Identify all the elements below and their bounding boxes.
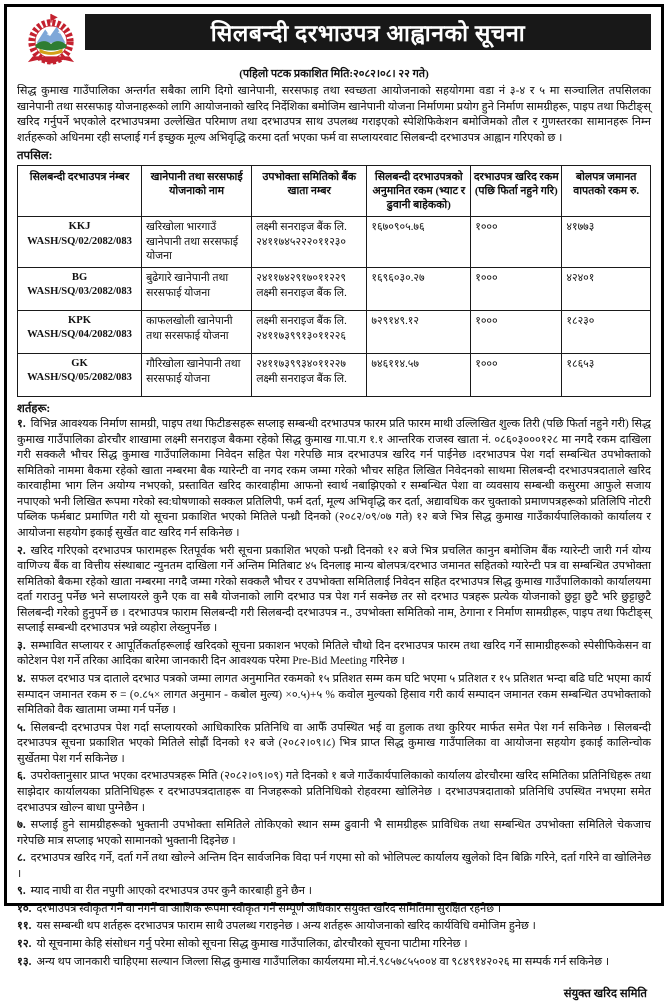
condition-number: ८. (17, 852, 26, 865)
cell-estimated-amount: १६७०९०५.७६ (367, 217, 471, 268)
conditions-label: शर्तहरू: (17, 403, 51, 416)
nepal-emblem-icon (20, 13, 82, 65)
cell-bid-security: १८६५३ (562, 354, 651, 397)
condition-number: ४. (17, 673, 26, 686)
tapasil-label: तपसिल: (17, 150, 53, 163)
condition-text: अन्य थप जानकारी चाहिएमा सल्यान जिल्ला सिद्ध कुमाख गाउँपालिका कार्यलयमा मो.नं.९८५७८५५००४ वा ९८४९१४२०२६ मा सम्पर्क गर्न सकिनेछ । (36, 955, 610, 968)
condition-item-2 (17, 544, 651, 637)
cell-sq-number: KPK WASH/SQ/04/2082/083 (18, 311, 142, 354)
condition-text: सप्लाई हुने सामग्रीहरूको भुक्तानी उपभोक्ता समितिले तोकिएको स्थान सम्म ढुवानी भै सामग्रीहरू प्राविधिक तथा सम्बन्धित उपभोक्ता समितिले चेकजाच गरेपछि मात्र सप्लाइ भएको सामानको भुक्तानी दिइनेछ । (17, 819, 651, 847)
cell-project-name: काफलखोली खानेपानी तथा सरसफाई योजना (142, 311, 252, 354)
condition-text: दरभाउपत्र स्वीकृत गर्ने वा नगर्ने वा आंशिक रूपमा स्वीकृत गर्ने सम्पूर्ण अधिकार संयुक्त खरिद समितिमा सुरक्षित रहनेछ । (36, 902, 502, 915)
page-title: सिलबन्दी दरभाउपत्र आह्वानको सूचना (210, 21, 526, 46)
condition-item-9 (17, 884, 651, 900)
table-row (18, 217, 651, 268)
condition-text: म्याद नाघी वा रीत नपुगी आएको दरभाउपत्र उपर कुनै कारबाही हुने छैन । (30, 885, 313, 898)
condition-number: ३. (17, 639, 26, 652)
cell-bank-account: २४११७३९९३४०११२२७ लक्ष्मी सनराइज बैंक लि. (252, 354, 367, 397)
condition-item-3 (17, 639, 651, 670)
condition-item-8 (17, 851, 651, 882)
condition-item-13 (17, 955, 651, 971)
cell-purchase-amount: १००० (471, 311, 562, 354)
condition-item-1 (17, 417, 651, 542)
cell-sq-number: KKJ WASH/SQ/02/2082/083 (18, 217, 142, 268)
cell-bid-security: ४१७७३ (562, 217, 651, 268)
condition-number: ५. (17, 721, 26, 734)
cell-sq-number: BG WASH/SQ/03/2082/083 (18, 268, 142, 311)
condition-text: सिलबन्दी दरभाउपत्र पेश गर्दा सप्लायरको आधिकारिक प्रतिनिधि वा आफैँ उपस्थित भई वा हुलाक तथा कुरियर मार्फत समेत पेश गर्न सकिनेछ । सिलबन्दी दरभाउपत्र सूचना प्रकाशित भएको मितिले सोह्रौं दिनको १२ बजे (२०८२।०९।८) भित्र प्राप्त सिद्ध कुमाख गाउँपालिका वा आयोजना सहयोग इकाई कालिन्चोक सुर्खेतमा पेश गर्न सकिनेछ । (17, 721, 651, 765)
condition-number: ११. (17, 920, 32, 933)
cell-estimated-amount: १६९६०३०.२७ (367, 268, 471, 311)
header-sq-number: सिलबन्दी दरभाउपत्र नंम्बर (18, 166, 142, 217)
cell-project-name: बुढेगारे खानेपानी तथा सरसफाई योजना (142, 268, 252, 311)
condition-number: १०. (17, 902, 32, 915)
nepal-emblem-logo (17, 13, 85, 65)
condition-number: ९. (17, 885, 26, 898)
table-row (18, 268, 651, 311)
condition-text: उपरोक्तानुसार प्राप्त भएका दरभाउपत्रहरू मिति (२०८२।०९।०९) गते दिनको १ बजे गाउँकार्यपालिकाको कार्यालय ढोरचौरमा खरिद समितिका प्रतिनिधिहरू तथा साझेदार कार्यालयका प्रतिनिधिहरू र दरभाउपत्रदाताहरू वा निजहरूको प्रतिनिधिको रोहवरमा खोलिनेछ । दरभाउपत्रदाताको प्रतिनिधि उपस्थित नभएमा समेत दरभाउपत्र खोल्न बाधा पुग्नेछैन । (17, 770, 651, 814)
cell-bank-account: २४११७४२९१७०११२२९ लक्ष्मी सनराइज बैंक लि. (252, 268, 367, 311)
condition-text: दरभाउपत्र खरिद गर्ने, दर्ता गर्ने तथा खोल्ने अन्तिम दिन सार्वजनिक विदा पर्न गएमा सो को भोलिपल्ट कार्यालय खुलेको दिन बिक्रि गरिने, दर्ता गरिने वा खोलिनेछ । (17, 852, 651, 880)
condition-text: यो सूचनामा केहि संसोधन गर्नु परेमा सोको सूचना सिद्ध कुमाख गाउँपालिका, ढोरचौरको सूचना पाटीमा गरिनेछ । (36, 938, 468, 951)
signature-line: संयुक्त खरिद समिति (563, 988, 647, 1001)
cell-bid-security: १८२३० (562, 311, 651, 354)
cell-estimated-amount: ७२९१४९.१२ (367, 311, 471, 354)
intro-paragraph: सिद्ध कुमाख गाउँपालिका अन्तर्गत सबैका लागि दिगो खानेपानी, सरसफाइ तथा स्वच्छता आयोजनाको सहयोगमा वडा नं ३-४ र ५ मा सञ्चालित तपसिलका खानेपानी तथा सरसफाइ योजनाहरूको लागि आयोजनाको खरिद निर्देशिका बमोजिम खानेपानी योजना निर्माणमा प्रयोग हुने निर्माण सामग्रीहरू, पाइप तथा फिटीङ्स् खरिद गर्नुपर्ने भएकोले दरभाउपत्रमा उल्लेखित परिमाण तथा दरभाउपत्र साथ उपलब्ध गराइएको स्पेशिफिकेशन बमोजिमको तौल र गुणस्तरका सामानहरू निम्न शर्तहरूको अधिनमा रही सप्लाई गर्न इच्छुक मूल्य अभिवृद्धि करमा दर्ता भएका फर्म वा सप्लायरवाट सिलबन्दी दरभाउपत्र आह्वान गरिएको छ । (17, 85, 651, 144)
cell-project-name: खरिखोला भारगाउँ खानेपानी तथा सरसफाई योजना (142, 217, 252, 268)
condition-number: १२. (17, 938, 32, 951)
cell-project-name: गौरिखोला खानेपानी तथा सरसफाई योजना (142, 354, 252, 397)
condition-text: सफल दरभाउ पत्र दाताले दरभाउ पत्रको जम्मा लागत अनुमानित रकमको १५ प्रतिशत सम्म कम घटि भएमा ५ प्रतिशत र १५ प्रतिशत भन्दा बढि घटि भएमा कार्य सम्पादन जमानत रकम रु = (०.८५× लागत अनुमान - कबोल मुल्य) ×०.५)+५ % कवोल मुल्यको हिसाव गरी कार्य सम्पादन जमानत रकम सम्बन्धित उपभोक्ताको समितिको वैक खातामा जम्मा गर्न पर्नेछ । (17, 673, 651, 717)
cell-sq-number: GK WASH/SQ/05/2082/083 (18, 354, 142, 397)
condition-item-4 (17, 672, 651, 719)
table-header-row (18, 166, 651, 217)
condition-number: १३. (17, 955, 32, 968)
condition-number: ७. (17, 819, 26, 832)
table-row (18, 311, 651, 354)
condition-item-5 (17, 721, 651, 768)
cell-bank-account: लक्ष्मी सनराइज बैंक लि. २४११७३९९१३०११२२६ (252, 311, 367, 354)
condition-text: खरिद गरिएको दरभाउपत्र फारामहरू रितपूर्वक भरी सूचना प्रकाशित भएको पन्ध्रौ दिनको १२ बजे भित्र प्रचलित कानुन बमोजिम बैंक ग्यारेन्टी जारी गर्न योग्य वाणिज्य बैंक वा वित्तीय संस्थाबाट न्युनतम दाखिला गर्ने अन्तिम मितिबाट ४५ दिनलाइ मान्य बोलपत्र/दरभाउ जमानत सहितको ग्यारेन्टी पत्र वा सम्बन्धित उपभोक्ता समितिको बैकमा रहेको खाता नम्बरमा नगदै जम्मा गरेको सक्कलै भौचर र उपभोक्ता समितिलाई निवेदन सहित दरभाउपत्र सिद्ध कुमाख गाउँपालिकाको कार्यालयमा दर्ता गराउनु पर्नेछ भने सप्लायरले कुनै एक वा सबै योजनाको लागि दरभाउ पत्र पेश गर्न सक्नेछ तर सो दरभाउ पत्रहरू प्रत्येक योजनाको छुट्टा छुटै भरि छुट्टाछुटै सिलबन्दी गरेको हुनुपर्ने छ । दरभाउपत्र फाराम सिलबन्दी गरी सिलबन्दी दरभाउपत्र न., उपभोक्ता समितिको नाम, ठेगाना र निर्माण सामग्रीहरू, पाइप तथा फिटीङ्स् सप्लाई सम्बन्धी दरभाउपत्र भन्ने व्यहोरा लेख्नुपर्नेछ । (17, 544, 651, 635)
header-bid-security: बोलपत्र जमानत वापतको रकम रु. (562, 166, 651, 217)
cell-bank-account: लक्ष्मी सनराइज बैंक लि. २४११७४५२२२०११२३० (252, 217, 367, 268)
published-date-line: (पहिलो पटक प्रकाशित मिति:२०८२।०८। २२ गते) (239, 68, 429, 80)
condition-text: विभिन्न आवश्यक निर्माण सामग्री, पाइप तथा फिटीङसहरू सप्लाइ सम्बन्धी दरभाउपत्र फारम प्रति फारम माथी उल्लिखित शुल्क तिरी (पछि फिर्ता नहुने गरी) सिद्ध कुमाख गाउँपालिका ढोरचौर शाखामा लक्ष्मी सनराइज बैकमा रहेको सिद्ध कुमाख गा.पा.ग १.१ आन्तरिक राजस्व खाता नं. ०८६०३०००१२८ मा नगदै रकम दाखिला गरी सक्कलै भौचर सिद्ध कुमाख गाउँपालिकामा निवेदन सहित पेश गरेपछि मात्र दरभाउपत्र खरिद गर्न पाईनेछ ।दरभाउपत्र पेश गर्दा सम्बन्धित उपभोक्ताको समितिको नाममा बैकमा रहेको खाता नम्बरमा बैक ग्यारेन्टी वा नगद रकम जम्मा गरेको भौचर सहित लिखित निवेदनको साथमा सिलबन्दी दरभाउपत्रदाताले खरिद कारवाहीमा भाग लिन अयोग्य नभएको, प्रस्तावित खरिद कारवाहीमा आफनो स्वार्थ नबाझिएको र सम्बन्धित पेशा वा व्यवसाय सम्बन्धी कसुरमा आफुले सजाय नपाएको भनी लिखित रूपमा गरेको स्व:घोषणाको सक्कल प्रतिलिपी, फर्म दर्ता, मूल्य अभिवृद्धि कर दर्ता, अद्यावधिक कर चुक्ताको प्रमाणपत्रहरूको प्रतिलिपि नोटरी पब्लिक फर्मबाट प्रमाणित गरी यो सूचना प्रकाशित भएको मितिले पन्ध्रौ दिनको (२०८२/०९/०७ गते) १२ बजे भित्र सिद्ध कुमाख गाउँकार्यपालिकाको कार्यालय र आयोजना सहयोग इकाई सुर्खेत वाट खरिद गर्न सकिनेछ । (17, 418, 651, 539)
condition-item-6 (17, 769, 651, 816)
title-banner (85, 14, 651, 50)
condition-item-7 (17, 818, 651, 849)
header-estimated-amount: सिलबन्दी दरभाउपत्रको अनुमानित रकम (भ्याट र ढुवानी बाहेकको) (367, 166, 471, 217)
cell-purchase-amount: १००० (471, 217, 562, 268)
table-row (18, 354, 651, 397)
header-bank-account: उपभोक्ता समितिको बैंक खाता नम्बर (252, 166, 367, 217)
header-purchase-amount: दरभाउपत्र खरिद रकम (पछि फिर्ता नहुने गरि) (471, 166, 562, 217)
condition-item-12 (17, 937, 651, 953)
condition-text: यस सम्बन्धी थप शर्तहरू दरभाउपत्र फाराम साथै उपलब्ध गराइनेछ । अन्य शर्तहरू आयोजनाको खरिद कार्यविधि वमोजिम हुनेछ । (36, 920, 536, 933)
document-header (17, 13, 651, 65)
condition-number: २. (17, 544, 26, 557)
header-project-name: खानेपानी तथा सरसफाई योजनाको नाम (142, 166, 252, 217)
condition-number: ६. (17, 770, 26, 783)
cell-estimated-amount: ७४६११४.५७ (367, 354, 471, 397)
condition-number: १. (17, 418, 26, 431)
cell-purchase-amount: १००० (471, 268, 562, 311)
condition-item-11 (17, 919, 651, 935)
document-page (4, 4, 664, 1001)
condition-text: सम्भावित सप्लायर र आपूर्तिकर्ताहरूलाई खरिदको सूचना प्रकाशन भएको मितिले चौथो दिन दरभाउपत्र फारम तथा खरिद गर्ने सामाग्रीहरूको स्पेसीफिकेसन वा कोटेशन पेश गर्ने तरिका आदिका बारेमा जानकारी दिन आवश्यक परेमा Pre-Bid Meeting गरिनेछ । (17, 639, 651, 668)
condition-item-10 (17, 902, 651, 918)
cell-bid-security: ४२४०१ (562, 268, 651, 311)
quotation-table (17, 165, 651, 397)
cell-purchase-amount: १००० (471, 354, 562, 397)
